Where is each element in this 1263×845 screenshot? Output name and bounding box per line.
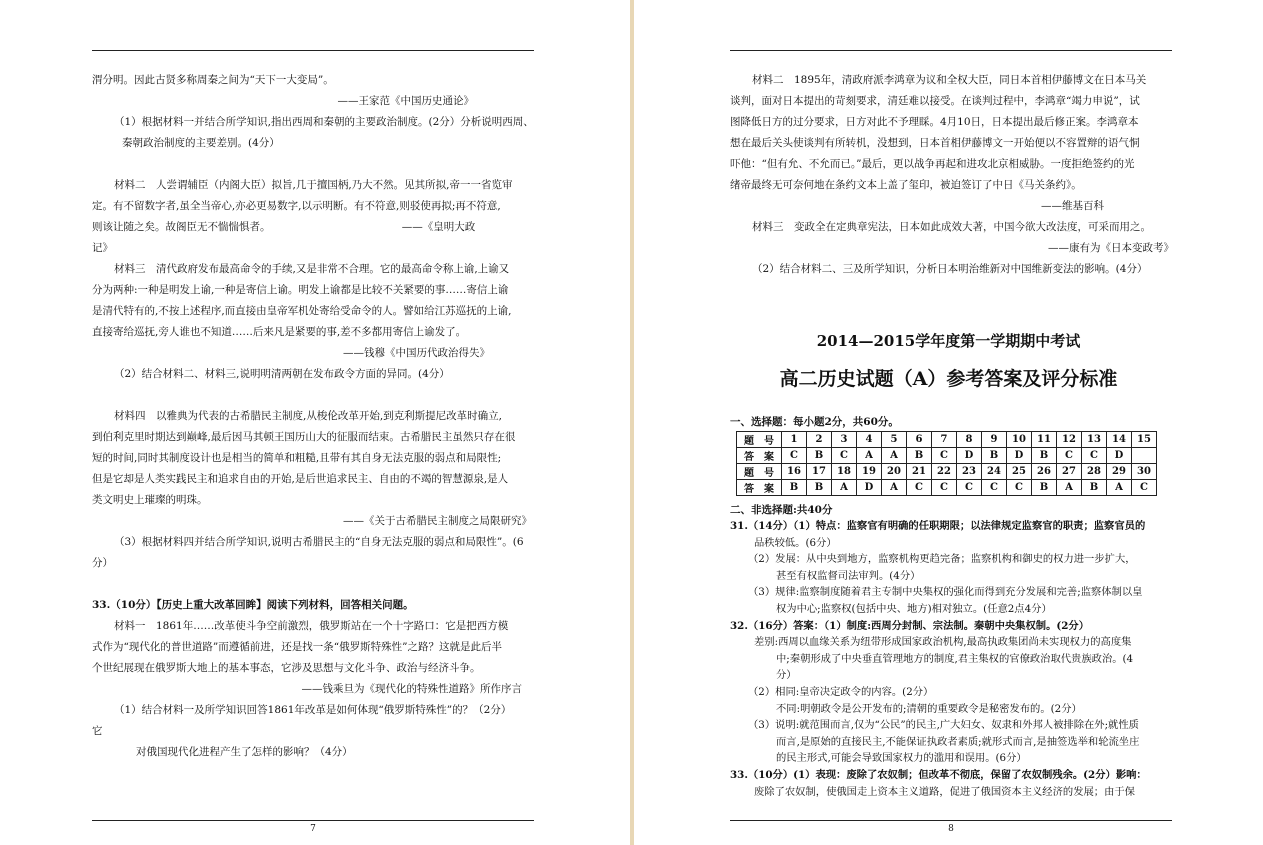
number-cell: 27: [1057, 464, 1082, 480]
text-line: 则该让随之矣。故阁臣无不惴惴惧者。 ——《皇明大政: [92, 221, 476, 233]
number-cell: 17: [807, 464, 832, 480]
text-line: 渭分明。因此古贤多称周秦之间为“天下一大变局”。: [92, 74, 334, 86]
answer-cell: C: [932, 480, 957, 496]
row-label: 答 案: [737, 448, 782, 464]
left-page: [0, 0, 630, 845]
number-cell: 13: [1082, 432, 1107, 448]
number-cell: 14: [1107, 432, 1132, 448]
answer-cell: B: [982, 448, 1007, 464]
right-page-text: [730, 70, 1176, 280]
answer-cell: A: [857, 448, 882, 464]
number-cell: 2: [807, 432, 832, 448]
text-line: 是清代特有的,不按上述程序,而直接由皇帝军机处寄给受命令的人。譬如给江苏巡抚的上谕,: [92, 305, 512, 317]
text-line: 类文明史上璀璨的明珠。: [92, 494, 208, 506]
material-four: 材料四 以雅典为代表的古希腊民主制度,从梭伦改革开始,到克利斯提尼改革时确立,: [114, 410, 503, 422]
material-one: 材料一 1861年……改革使斗争空前激烈，俄罗斯站在一个十字路口：它是把西方模: [114, 620, 509, 632]
answer-cell: C: [832, 448, 857, 464]
answer-cell: A: [1057, 480, 1082, 496]
question-cont: 对俄国现代化进程产生了怎样的影响？（4分）: [136, 746, 353, 758]
section-one-heading: 一、选择题：每小题2分，共60分。: [730, 416, 899, 428]
number-cell: 28: [1082, 464, 1107, 480]
answer-cell: B: [782, 480, 807, 496]
answer-line: （2）发展：从中央到地方，监察机构更趋完备；监察机构和御史的权力进一步扩大，: [748, 553, 1136, 566]
number-cell: 30: [1132, 464, 1157, 480]
left-footer-rule: [92, 820, 534, 821]
answer-cell: C: [1057, 448, 1082, 464]
number-cell: 20: [882, 464, 907, 480]
question: （3）根据材料四并结合所学知识,说明古希腊民主的“自身无法克服的弱点和局限性”。(6: [114, 536, 524, 548]
answer-table: [736, 431, 1157, 496]
citation: ——钱穆《中国历代政治得失》: [343, 347, 490, 359]
right-footer-rule: [730, 820, 1172, 821]
answer-line: 33.（10分）(1）表现：废除了农奴制；但改革不彻底，保留了农奴制残余。(2分）影响：: [730, 768, 1147, 781]
answer-line: （3）规律:监察制度随着君主专制中央集权的强化而得到充分发展和完善;监察体制以皇: [748, 586, 1143, 599]
answer-cell: [1132, 448, 1157, 464]
number-cell: 1: [782, 432, 807, 448]
answer-line: 差别:西周以血缘关系为纽带形成国家政治机构,最高执政集团尚未实现权力的高度集: [754, 636, 1132, 649]
answer-line: 31.（14分）（1）特点：监察官有明确的任职期限；以法律规定监察官的职责；监察官员的: [730, 520, 1146, 532]
text-line: 吓他：“但有允、不允而已。”最后，更以战争再起和进攻北京相威胁。一度拒绝签约的光: [730, 158, 1135, 170]
answer-cell: C: [1082, 448, 1107, 464]
text-line: 谈判，面对日本提出的苛刻要求，清廷难以接受。在谈判过程中，李鸿章“竭力申说”，试: [730, 95, 1140, 107]
text-line: 短的时间,同时其制度设计也是相当的简单和粗糙,且带有其自身无法克服的弱点和局限性;: [92, 452, 502, 464]
number-cell: 3: [832, 432, 857, 448]
number-cell: 26: [1032, 464, 1057, 480]
answer-cell: B: [807, 480, 832, 496]
number-cell: 4: [857, 432, 882, 448]
answer-cell: B: [907, 448, 932, 464]
question-cont: 秦朝政治制度的主要差别。(4分）: [122, 137, 280, 149]
answer-line: 32.（16分）答案：（1）制度:西周分封制、宗法制。秦朝中央集权制。(2分）: [730, 619, 1090, 632]
answer-cell: A: [882, 448, 907, 464]
number-cell: 19: [857, 464, 882, 480]
answer-line: 品秩较低。(6分）: [754, 536, 837, 549]
text-line: 记》: [92, 242, 113, 254]
page-number: 7: [310, 824, 316, 834]
table-row: [737, 464, 1157, 480]
answer-cell: D: [957, 448, 982, 464]
question: （1）根据材料一并结合所学知识,指出西周和秦朝的主要政治制度。(2分）分析说明西周、: [114, 116, 534, 128]
number-cell: 5: [882, 432, 907, 448]
answer-cell: B: [807, 448, 832, 464]
text-line: 到伯利克里时期达到巅峰,最后因马其顿王国历山大的征服而结束。古希腊民主虽然只存在很: [92, 431, 516, 443]
answer-line: 而言,是原始的直接民主,不能保证执政者素质;就形式而言,是抽签选举和轮流坐庄: [776, 735, 1140, 748]
text-line: 直接寄给巡抚,旁人谁也不知道……后来凡是紧要的事,差不多都用寄信上谕发了。: [92, 326, 467, 338]
answer-line: （2）相同:皇帝决定政令的内容。(2分）: [748, 685, 934, 698]
left-header-rule: [92, 50, 534, 51]
question: （2）结合材料二、材料三,说明明清两朝在发布政令方面的异同。(4分）: [114, 368, 450, 380]
question-33-heading: 33.（10分）【历史上重大改革回眸】阅读下列材料，回答相关问题。: [92, 599, 414, 611]
answer-cell: C: [982, 480, 1007, 496]
number-cell: 16: [782, 464, 807, 480]
answer-cell: B: [1082, 480, 1107, 496]
question: （2）结合材料二、三及所学知识，分析日本明治维新对中国维新变法的影响。(4分）: [752, 263, 1148, 275]
material-two: 材料二 1895年，清政府派李鸿章为议和全权大臣，同日本首相伊藤博文在日本马关: [752, 74, 1147, 86]
table-row: [737, 432, 1157, 448]
right-page: [634, 0, 1263, 845]
question: （1）结合材料一及所学知识回答1861年改革是如何体现“俄罗斯特殊性”的？（2分）: [114, 704, 512, 716]
number-cell: 9: [982, 432, 1007, 448]
answer-line: 甚至有权监督司法审判。(4分）: [776, 569, 921, 582]
row-label: 题 号: [737, 432, 782, 448]
answer-line: 不同:明朝政令是公开发布的;清朝的重要政令是秘密发布的。(2分）: [776, 702, 1082, 715]
answer-cell: B: [1032, 480, 1057, 496]
answer-line: 权为中心;监察权(包括中央、地方)相对独立。(任意2点4分）: [776, 602, 1052, 615]
number-cell: 21: [907, 464, 932, 480]
material-three: 材料三 清代政府发布最高命令的手续,又是非常不合理。它的最高命令称上谕,上谕又: [114, 263, 510, 275]
citation: ——《关于古希腊民主制度之局限研究》: [343, 515, 532, 527]
exam-subtitle: 高二历史试题（A）参考答案及评分标准: [779, 368, 1118, 390]
answer-line: 中;秦朝形成了中央垂直管理地方的制度,君主集权的官僚政治取代贵族政治。(4: [776, 652, 1134, 665]
answer-cell: C: [1132, 480, 1157, 496]
number-cell: 25: [1007, 464, 1032, 480]
page-number: 8: [948, 824, 954, 834]
answer-cell: C: [1007, 480, 1032, 496]
citation: ——维基百科: [1041, 200, 1104, 212]
number-cell: 6: [907, 432, 932, 448]
material-three: 材料三 变政全在定典章宪法，日本如此成效大著，中国今欲大改法度，可采而用之。: [752, 221, 1151, 233]
exam-title: 2014—2015学年度第一学期期中考试: [816, 332, 1081, 350]
citation: ——王家范《中国历史通论》: [337, 95, 474, 107]
text-line: 分为两种:一种是明发上谕,一种是寄信上谕。明发上谕都是比较不关紧要的事……寄信上谕: [92, 284, 509, 296]
answer-line: 的民主形式,可能会导致国家权力的滥用和误用。(6分）: [776, 752, 1027, 765]
table-row: [737, 480, 1157, 496]
number-cell: 23: [957, 464, 982, 480]
answer-cell: D: [1107, 448, 1132, 464]
number-cell: 22: [932, 464, 957, 480]
text-line: 定。有不留数字者,虽全当帝心,亦必更易数字,以示明断。有不符意,则驳使再拟;再不符意,: [92, 200, 501, 212]
number-cell: 10: [1007, 432, 1032, 448]
answer-line: （3）说明:就范围而言,仅为“公民”的民主,广大妇女、奴隶和外邦人被排除在外;就性质: [748, 719, 1139, 732]
section-two-heading: 二、非选择题:共40分: [730, 504, 833, 516]
text-line: 绪帝最终无可奈何地在条约文本上盖了玺印，被迫签订了中日《马关条约》。: [730, 179, 1082, 191]
number-cell: 11: [1032, 432, 1057, 448]
text-line: 想在最后关头使谈判有所转机，没想到，日本首相伊藤博文一开始便以不容置辩的语气恫: [730, 137, 1140, 149]
answer-cell: C: [782, 448, 807, 464]
row-label: 答 案: [737, 480, 782, 496]
left-page-text: [92, 70, 542, 763]
answer-cell: D: [1007, 448, 1032, 464]
text-line: 图降低日方的过分要求，日方对此不予理睬。4月10日，日本提出最后修正案。李鸿章本: [730, 116, 1139, 128]
table-row: [737, 448, 1157, 464]
answer-cell: C: [932, 448, 957, 464]
answer-cell: D: [857, 480, 882, 496]
answer-line: 分）: [776, 669, 797, 682]
number-cell: 7: [932, 432, 957, 448]
text-line: 个世纪展现在俄罗斯大地上的基本事态，它涉及思想与文化斗争、政治与经济斗争。: [92, 662, 481, 674]
number-cell: 8: [957, 432, 982, 448]
number-cell: 29: [1107, 464, 1132, 480]
number-cell: 24: [982, 464, 1007, 480]
text-line: 它: [92, 725, 103, 737]
citation: ——钱乘旦为《现代化的特殊性道路》所作序言: [301, 683, 522, 695]
answer-line: 废除了农奴制，使俄国走上资本主义道路，促进了俄国资本主义经济的发展；由于保: [754, 785, 1135, 798]
number-cell: 12: [1057, 432, 1082, 448]
answer-key-text: [730, 518, 1176, 800]
answer-cell: A: [882, 480, 907, 496]
answer-cell: A: [1107, 480, 1132, 496]
number-cell: 15: [1132, 432, 1157, 448]
answer-cell: B: [1032, 448, 1057, 464]
text-line: 但是它却是人类实践民主和追求自由的开始,是后世追求民主、自由的不竭的智慧源泉,是人: [92, 473, 509, 485]
answer-cell: C: [907, 480, 932, 496]
text-line: 式作为“现代化的普世道路”而遵循前进，还是找一条“俄罗斯特殊性”之路？这就是此后半: [92, 641, 502, 653]
citation: ——康有为《日本变政考》: [1048, 242, 1174, 254]
number-cell: 18: [832, 464, 857, 480]
right-header-rule: [730, 50, 1172, 51]
answer-cell: A: [832, 480, 857, 496]
material-two: 材料二 人尝谓辅臣（内阁大臣）拟旨,几于擅国柄,乃大不然。见其所拟,帝一一省览审: [114, 179, 513, 191]
answer-cell: C: [957, 480, 982, 496]
row-label: 题 号: [737, 464, 782, 480]
text-line: 分）: [92, 557, 113, 569]
